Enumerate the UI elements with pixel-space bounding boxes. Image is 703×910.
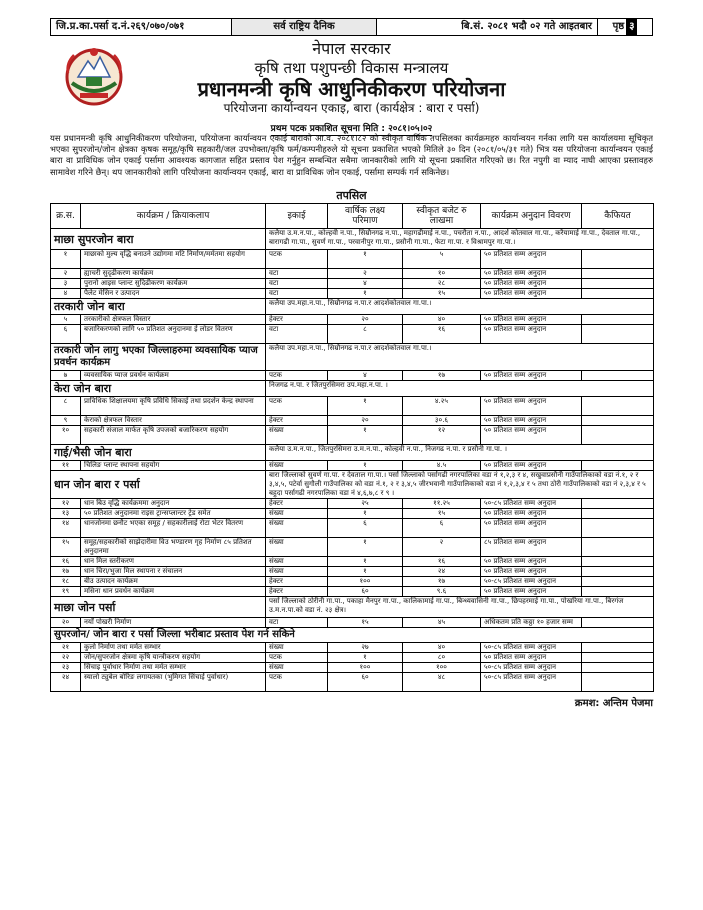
row-target: १ (328, 538, 403, 557)
row-grant: ५०-८५ प्रतिशत सम्म अनुदान (481, 663, 582, 673)
notice-date: प्रथम पटक प्रकाशित सूचना मिति : २०८१।०५।०२ (270, 124, 433, 134)
row-target: १ (328, 461, 403, 471)
row-sn: २१ (51, 643, 81, 653)
table-row (51, 315, 654, 325)
row-budget: ४८ (403, 673, 481, 692)
row-unit: वटा (266, 279, 328, 289)
table-row (51, 557, 654, 567)
row-sn: १९ (51, 587, 81, 597)
section-area: कलैया उप.महा.न.पा., सिम्रौनगढ न.पा.र आदर्शकोतवाल गा.पा.। (266, 299, 654, 315)
row-budget: ४.२५ (403, 397, 481, 416)
row-grant: ५० प्रतिशत सम्म अनुदान (481, 567, 582, 577)
row-remarks (582, 519, 654, 538)
row-activity: धान बिउ वृद्धि कार्यक्रममा अनुदान (81, 499, 266, 509)
row-budget: १२ (403, 426, 481, 445)
row-remarks (582, 250, 654, 269)
table-row (51, 509, 654, 519)
row-remarks (582, 557, 654, 567)
row-remarks (582, 397, 654, 416)
row-activity: चिलिङ प्लान्ट स्थापना सहयोग (81, 461, 266, 471)
row-target: १ (328, 653, 403, 663)
row-remarks (582, 269, 654, 279)
row-remarks (582, 663, 654, 673)
row-sn: १५ (51, 538, 81, 557)
notice-paragraph: यस प्रधानमन्त्री कृषि आधुनिकीकरण परियोजना, परियोजना कार्यान्वयन एकाई बाराको आ.व. २०८१।८२ को स्वीकृत वार्षिक तपसिलका कार्यक्रमहरु कार्यान्वयन गर्नका लागि यस कार्यालयमा सूचिकृत भएका सुपरजोन/जोन क्षेत्रका कृषक समूह/कृषि सहकारी/जल उपभोक्ता/कृषि फर्म/कम्पनीहरुले यो सूचना प्रकाशित भएको मितिले ३० दिन (२०८१/०५/३१ गते) भित्र यस परियोजना कार्यान्वयन एकाई बारा वा प्राविधिक जोन एकाई पर्सामा आवश्यक कागजात सहित प्रस्ताव पेश गर्नुहुन सम्बन्धित सबैमा जानकारीको लागि यो सूचना प्रकाशित गरिएको छ। रित नपुगी वा म्याद नाघी आएका प्रस्तावहरु सामावेश गरिने छैन्। थप जानकारीको लागि परियोजना कार्यान्वयन एकाई, बारा वा प्राविधिक जोन एकाई, पर्सामा सम्पर्क गर्न सकिनेछ। (50, 133, 653, 177)
row-sn: ५ (51, 315, 81, 325)
row-activity: तरकारीको क्षेत्रफल विस्तार (81, 315, 266, 325)
table-row (51, 371, 654, 381)
section-row (51, 471, 654, 499)
row-budget: १७ (403, 371, 481, 381)
row-remarks (582, 325, 654, 344)
row-unit: वटा (266, 289, 328, 299)
row-grant: ५० प्रतिशत सम्म अनुदान (481, 269, 582, 279)
section-area: पर्सा जिल्लाको ठोरीनी गा.पा., पकाहा मैनपुर गा.पा., कालिकामाई गा.पा., बिन्ध्यवासिनी गा.पा., छिपहरमाई गा.पा., पोखरिया गा.पा., बिरगंज उ.म.न.पा.को वडा नं. २३ क्षेत्र। (266, 597, 654, 618)
row-grant: अधिकतम प्रति कठ्ठा १० हजार सम्म (481, 618, 582, 628)
row-budget: ४५ (403, 618, 481, 628)
row-grant: ५० प्रतिशत सम्म अनुदान (481, 371, 582, 381)
row-remarks (582, 315, 654, 325)
row-remarks (582, 653, 654, 663)
row-grant: ५० प्रतिशत सम्म अनुदान (481, 289, 582, 299)
row-remarks (582, 499, 654, 509)
table-row (51, 250, 654, 269)
row-grant: ५० प्रतिशत सम्म अनुदान (481, 461, 582, 471)
section-title: माछा जोन पर्सा (51, 597, 266, 618)
row-sn: २० (51, 618, 81, 628)
row-activity: कुलो निर्माण तथा मर्मत सम्भार (81, 643, 266, 653)
row-grant: ५०-८५ प्रतिशत सम्म अनुदान (481, 643, 582, 653)
row-budget: २८ (403, 279, 481, 289)
row-target: ६० (328, 673, 403, 692)
col-sn: क्र.स. (51, 204, 81, 229)
col-unit: इकाई (266, 204, 328, 229)
continued-note: क्रमश: अन्तिम पेजमा (574, 698, 653, 709)
newspaper-strip (50, 18, 653, 36)
row-unit: संख्या (266, 643, 328, 653)
unit-title: परियोजना कार्यान्वयन एकाइ, बारा (कार्यक्षेत्र : बारा र पर्सा) (223, 101, 480, 115)
row-unit: संख्या (266, 567, 328, 577)
table-row (51, 519, 654, 538)
row-target: २० (328, 416, 403, 426)
row-remarks (582, 538, 654, 557)
row-grant: ५० प्रतिशत सम्म अनुदान (481, 397, 582, 416)
col-grant: कार्यक्रम अनुदान विवरण (481, 204, 582, 229)
row-budget: ४० (403, 315, 481, 325)
row-target: २५ (328, 499, 403, 509)
row-activity: बीउ उत्पादन कार्यक्रम (81, 577, 266, 587)
row-grant: ५० प्रतिशत सम्म अनुदान (481, 315, 582, 325)
row-grant: ५० प्रतिशत सम्म अनुदान (481, 653, 582, 663)
row-target: ६० (328, 587, 403, 597)
row-budget: १० (403, 269, 481, 279)
row-grant: ५० प्रतिशत सम्म अनुदान (481, 519, 582, 538)
table-row (51, 426, 654, 445)
row-unit: संख्या (266, 461, 328, 471)
row-activity: सिंचाइ पुर्वाधार निर्माण तथा मर्मत सम्भार (81, 663, 266, 673)
row-sn: १७ (51, 567, 81, 577)
banner-text: सुपरजोन/ जोन बारा र पर्सा जिल्ला भरीबाट प्रस्ताव पेश गर्न सकिने (51, 628, 654, 643)
section-title: तरकारी जोन लागु भएका जिल्लाहरुमा व्यवसायिक प्याज प्रवर्धन कार्यक्रम (51, 344, 266, 371)
row-budget: ४.५ (403, 461, 481, 471)
table-row (51, 397, 654, 416)
col-target: वार्षिक लक्ष्य परिमाण (328, 204, 403, 229)
table-row (51, 499, 654, 509)
row-sn: १० (51, 426, 81, 445)
row-remarks (582, 371, 654, 381)
row-remarks (582, 416, 654, 426)
program-table (50, 203, 654, 692)
table-row (51, 643, 654, 653)
row-unit: हेक्टर (266, 315, 328, 325)
row-target: ४ (328, 371, 403, 381)
section-row (51, 597, 654, 618)
row-activity: प्राविधिक शिक्षालयमा कृषि प्रविधि सिकाई तथा प्रदर्शन केन्द्र स्थापना (81, 397, 266, 416)
nepal-emblem-icon (62, 43, 126, 107)
row-unit: संख्या (266, 519, 328, 538)
row-target: १०० (328, 663, 403, 673)
row-remarks (582, 426, 654, 445)
table-row (51, 461, 654, 471)
row-activity: व्यवसायिक प्याज प्रवर्धन कार्यक्रम (81, 371, 266, 381)
table-row (51, 587, 654, 597)
row-target: १ (328, 557, 403, 567)
row-budget: ८० (403, 653, 481, 663)
row-sn: २४ (51, 673, 81, 692)
row-remarks (582, 673, 654, 692)
row-target: १ (328, 289, 403, 299)
row-target: १ (328, 250, 403, 269)
row-grant: ५०-८५ प्रतिशत सम्म अनुदान (481, 499, 582, 509)
row-activity: बजारिकरणको लागि ५० प्रतिशत अनुदानमा ई लोडर वितरण (81, 325, 266, 344)
publication-date: बि.सं. २०८१ भदौ ०२ गते आइतबार (377, 19, 598, 35)
table-row (51, 416, 654, 426)
table-row (51, 673, 654, 692)
row-budget: १०० (403, 663, 481, 673)
row-target: १ (328, 567, 403, 577)
row-sn: ४ (51, 289, 81, 299)
section-area: कलैया उप.महा.न.पा., सिम्रौनगढ न.पा.र आदर्शकोतवाल गा.पा.। (266, 344, 654, 371)
row-remarks (582, 461, 654, 471)
row-budget: १६ (403, 557, 481, 567)
row-unit: पटक (266, 371, 328, 381)
row-target: ८ (328, 325, 403, 344)
ministry-title: कृषि तथा पशुपन्छी विकास मन्त्रालय (254, 59, 449, 77)
row-activity: पुरानो आइस प्लान्ट सुदिढीकरण कार्यक्रम (81, 279, 266, 289)
gov-title: नेपाल सरकार (312, 39, 391, 58)
row-sn: ११ (51, 461, 81, 471)
row-budget: ३०.६ (403, 416, 481, 426)
row-grant: ५० प्रतिशत सम्म अनुदान (481, 426, 582, 445)
section-area: कलैया उ.म.न.पा., कोल्हवी न.पा., सिम्रौनगढ न.पा., महागढीमाई न.पा., पचरौता न.पा., आदर्श कोतवाल गा.पा., करैयामाई गा.पा., देवताल गा.पा., बारागढी गा.पा., सुवर्ण गा.पा., परवानीपुर गा.पा., प्रसौनी गा.पा., फेटा गा.पा. र विश्रामपुर गा.पा.। (266, 229, 654, 250)
row-grant: ५० प्रतिशत सम्म अनुदान (481, 250, 582, 269)
row-remarks (582, 289, 654, 299)
row-target: १५ (328, 618, 403, 628)
row-target: १ (328, 397, 403, 416)
row-grant: ५० प्रतिशत सम्म अनुदान (481, 587, 582, 597)
row-activity: धान चिरा/भुजा मिल स्थापना र संचालन (81, 567, 266, 577)
row-unit: हेक्टर (266, 416, 328, 426)
row-sn: १४ (51, 519, 81, 538)
row-sn: ८ (51, 397, 81, 416)
row-grant: ५० प्रतिशत सम्म अनुदान (481, 416, 582, 426)
row-budget: २४ (403, 567, 481, 577)
section-row (51, 445, 654, 461)
row-unit: पटक (266, 673, 328, 692)
registration-number: जि.प्र.का.पर्सा द.नं.२६९/०७०/०७१ (51, 19, 232, 35)
row-sn: १३ (51, 509, 81, 519)
row-unit: संख्या (266, 426, 328, 445)
row-budget: ५ (403, 250, 481, 269)
row-remarks (582, 509, 654, 519)
row-sn: २२ (51, 653, 81, 663)
banner-row (51, 628, 654, 643)
row-unit: पटक (266, 250, 328, 269)
newspaper-name: सर्व राष्ट्रिय दैनिक (232, 19, 377, 35)
row-remarks (582, 577, 654, 587)
row-sn: १ (51, 250, 81, 269)
section-row (51, 229, 654, 250)
row-unit: पटक (266, 653, 328, 663)
row-unit: हेक्टर (266, 587, 328, 597)
table-row (51, 663, 654, 673)
table-row (51, 567, 654, 577)
table-row (51, 279, 654, 289)
row-activity: ह्याचरी सुदृढीकरण कार्यक्रम (81, 269, 266, 279)
row-activity: केराको क्षेत्रफल विस्तार (81, 416, 266, 426)
row-unit: संख्या (266, 509, 328, 519)
row-unit: वटा (266, 325, 328, 344)
table-row (51, 325, 654, 344)
table-header-row (51, 204, 654, 229)
row-grant: ५० प्रतिशत सम्म अनुदान (481, 325, 582, 344)
col-activity: कार्यक्रम / क्रियाकलाप (81, 204, 266, 229)
row-sn: ६ (51, 325, 81, 344)
section-row (51, 344, 654, 371)
row-sn: १२ (51, 499, 81, 509)
row-grant: ५० प्रतिशत सम्म अनुदान (481, 279, 582, 289)
table-row (51, 577, 654, 587)
row-grant: ५०-८५ प्रतिशत सम्म अनुदान (481, 673, 582, 692)
row-target: २ (328, 269, 403, 279)
row-budget: ४० (403, 643, 481, 653)
row-activity: धान मिल स्तरीकरण (81, 557, 266, 567)
row-unit: हेक्टर (266, 499, 328, 509)
row-target: ४ (328, 279, 403, 289)
row-activity: समूह/सहकारीको साझेदारीमा विउ भण्डारण गृह निर्माण ८५ प्रतिशत अनुदानमा (81, 538, 266, 557)
row-target: ६ (328, 519, 403, 538)
row-remarks (582, 618, 654, 628)
row-unit: संख्या (266, 538, 328, 557)
row-target: २७ (328, 643, 403, 653)
section-title: माछा सुपरजोन बारा (51, 229, 266, 250)
row-unit: हेक्टर (266, 577, 328, 587)
row-target: १ (328, 509, 403, 519)
row-budget: ११.२५ (403, 499, 481, 509)
row-sn: २ (51, 269, 81, 279)
col-budget: स्वीकृत बजेट रु लाखमा (403, 204, 481, 229)
row-activity: स्यालो ट्युबेल बोरिङ लगायतका (भुमिगत सिंचाई पुर्वाधार) (81, 673, 266, 692)
row-budget: ९.६ (403, 587, 481, 597)
col-remarks: कैफियत (582, 204, 654, 229)
row-budget: १५ (403, 509, 481, 519)
row-unit: संख्या (266, 663, 328, 673)
row-activity: जोन/सुपरजोन क्षेत्रमा कृषि यान्त्रीकरण सहयोग (81, 653, 266, 663)
row-budget: २ (403, 538, 481, 557)
section-area: कलैया उ.म.न.पा., जितपुरसिमरा उ.म.न.पा., कोल्हवी न.पा., निजगढ न.पा. र प्रसौनी गा.पा. । (266, 445, 654, 461)
section-row (51, 299, 654, 315)
row-grant: ५० प्रतिशत सम्म अनुदान (481, 557, 582, 567)
row-remarks (582, 643, 654, 653)
section-title: तरकारी जोन बारा (51, 299, 266, 315)
row-activity: मसिना धान प्रवर्धन कार्यक्रम (81, 587, 266, 597)
row-remarks (582, 279, 654, 289)
table-row (51, 269, 654, 279)
section-area: बारा जिल्लाको सुवर्ण गा.पा. र देवताल गा.पा.। पर्सा जिल्लाको पर्सागढी नगरपालिका वडा नं १,२,३ र ४, सखुवाप्रसौनी गाउँपालिकाको वडा नं.१, २ र ३,४,५, पटेर्वा सुगौली गाउँपालिका को वडा नं.१, २ र ३,४,५ जीरभवानी गाउँपालिकाको वडा नं १,२,३,४ र ५ तथा ठोरी गाउँपालिकाको वडा नं २,३,४ र ५ बहुदा पर्सागढी नगरपालिका वडा नं ४,६,७,८ र ९ । (266, 471, 654, 499)
row-remarks (582, 567, 654, 577)
row-unit: पटक (266, 397, 328, 416)
row-target: १०० (328, 577, 403, 587)
row-activity: माछाको मुल्य वृद्धि बनाउने उद्योगमा मटि निर्माण/मर्मतमा सहयोग (81, 250, 266, 269)
row-sn: १८ (51, 577, 81, 587)
row-target: १ (328, 426, 403, 445)
row-sn: २३ (51, 663, 81, 673)
row-target: २० (328, 315, 403, 325)
table-row (51, 538, 654, 557)
row-budget: १७ (403, 577, 481, 587)
section-title: केरा जोन बारा (51, 381, 266, 397)
row-budget: ६ (403, 519, 481, 538)
row-sn: ९ (51, 416, 81, 426)
row-activity: सहकारी संजाल मार्फत कृषि उपजको बजारिकरण सहयोग (81, 426, 266, 445)
row-grant: ८५ प्रतिशत सम्म अनुदान (481, 538, 582, 557)
table-row (51, 289, 654, 299)
row-sn: ३ (51, 279, 81, 289)
row-remarks (582, 587, 654, 597)
notice-header (50, 39, 653, 134)
row-activity: पैलेट मेसिन र उत्पादन (81, 289, 266, 299)
row-activity: ५० प्रतिशत अनुदानमा राइस ट्रान्सप्लान्टर ट्रेड समेत (81, 509, 266, 519)
row-sn: ७ (51, 371, 81, 381)
table-row (51, 618, 654, 628)
row-sn: १६ (51, 557, 81, 567)
row-budget: १५ (403, 289, 481, 299)
row-grant: ५०-८५ प्रतिशत सम्म अनुदान (481, 577, 582, 587)
row-unit: वटा (266, 618, 328, 628)
row-budget: १६ (403, 325, 481, 344)
project-title: प्रधानमन्त्री कृषि आधुनिकीकरण परियोजना (197, 77, 506, 101)
page-number: पृष्ठ ३ (598, 19, 652, 35)
section-row (51, 381, 654, 397)
row-unit: वटा (266, 269, 328, 279)
table-row (51, 653, 654, 663)
row-activity: धानजोनमा छनौट भएका समूह / सहकारीलाई रोटा भेटर वितरण (81, 519, 266, 538)
schedule-heading: तपसिल (336, 189, 367, 202)
section-area: निजगढ न.पा. र जितपुरसिमरा उप.महा.न.पा. । (266, 381, 654, 397)
row-activity: नयाँ पोखरी निर्माण (81, 618, 266, 628)
section-title: गाई/भैसी जोन बारा (51, 445, 266, 461)
section-title: धान जोन बारा र पर्सा (51, 471, 266, 499)
row-grant: ५० प्रतिशत सम्म अनुदान (481, 509, 582, 519)
row-unit: संख्या (266, 557, 328, 567)
